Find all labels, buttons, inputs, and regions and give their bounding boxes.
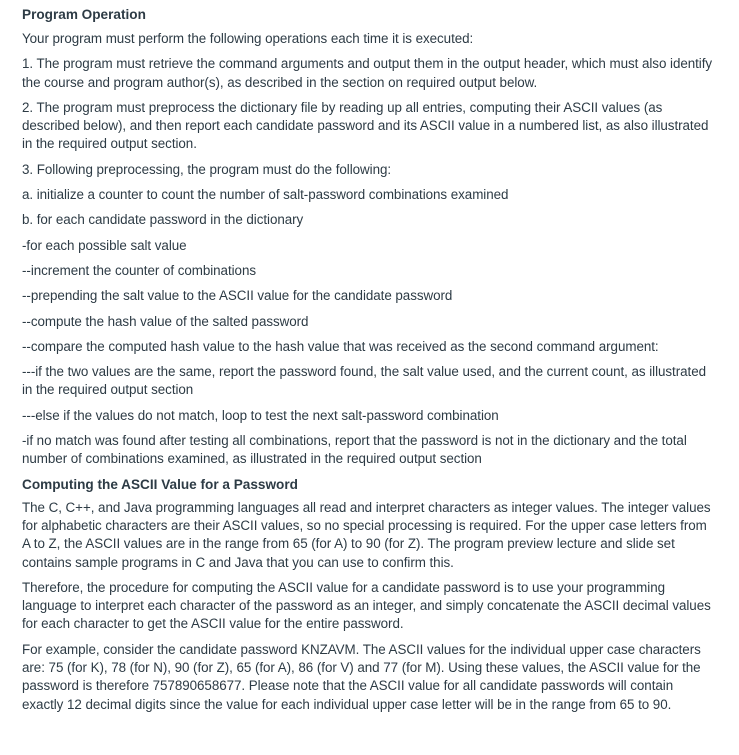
step-3a-paragraph: a. initialize a counter to count the number of salt-password combinations examined	[22, 187, 509, 203]
section-heading-ascii-value: Computing the ASCII Value for a Password	[22, 476, 298, 492]
ascii-paragraph-3: For example, consider the candidate password KNZAVM. The ASCII values for the individual upper case characters are: 75 (for K), 78 (for N), 90 (for Z), 65 (for A), 86 (for V) and 77 (for M). Using these values, the ASCII value for the password is therefore 757890658677. Please note that the ASCII value for all candidate passwords will contain exactly 12 decimal digits since the value for each individual upper case letter will be in the range from 65 to 90.	[22, 641, 701, 712]
step-3b-paragraph: b. for each candidate password in the dictionary	[22, 212, 304, 228]
compare-hash-paragraph: --compare the computed hash value to the hash value that was received as the second command argument:	[22, 338, 659, 354]
salt-loop-paragraph: -for each possible salt value	[22, 237, 187, 253]
compute-hash-paragraph: --compute the hash value of the salted password	[22, 313, 309, 329]
if-same-paragraph: ---if the two values are the same, report the password found, the salt value used, and the current count, as illustrated in the required output section	[22, 364, 706, 398]
step-1-paragraph: 1. The program must retrieve the command arguments and output them in the output header, which must also identify the course and program author(s), as described in the section on required output below.	[22, 56, 713, 90]
increment-paragraph: --increment the counter of combinations	[22, 262, 256, 278]
ascii-paragraph-2: Therefore, the procedure for computing the ASCII value for a candidate password is to use your programming language to interpret each character of the password as an integer, and simply concatenate the ASCII decimal values for each character to get the ASCII value for the entire password.	[22, 579, 711, 632]
step-3-paragraph: 3. Following preprocessing, the program must do the following:	[22, 161, 392, 177]
section-heading-program-operation: Program Operation	[22, 7, 146, 22]
intro-paragraph: Your program must perform the following operations each time it is executed:	[22, 31, 474, 46]
ascii-paragraph-1: The C, C++, and Java programming languages all read and interpret characters as integer values. The integer values for alphabetic characters are their ASCII values, so no special processing is required. For the upper case letters from A to Z, the ASCII values are in the range from 65 (for A) to 90 (for Z). The program preview lecture and slide set contains sample programs in C and Java that you can use to confirm this.	[22, 499, 711, 570]
step-2-paragraph: 2. The program must preprocess the dictionary file by reading up all entries, computing their ASCII values (as described below), and then report each candidate password and its ASCII value in a numbered list, as also illustrated in the required output section.	[22, 99, 709, 152]
prepend-paragraph: --prepending the salt value to the ASCII value for the candidate password	[22, 288, 453, 304]
else-loop-paragraph: ---else if the values do not match, loop to test the next salt-password combination	[22, 407, 499, 423]
no-match-paragraph: -if no match was found after testing all combinations, report that the password is not in the dictionary and the total number of combinations examined, as illustrated in the required output section	[22, 433, 687, 467]
